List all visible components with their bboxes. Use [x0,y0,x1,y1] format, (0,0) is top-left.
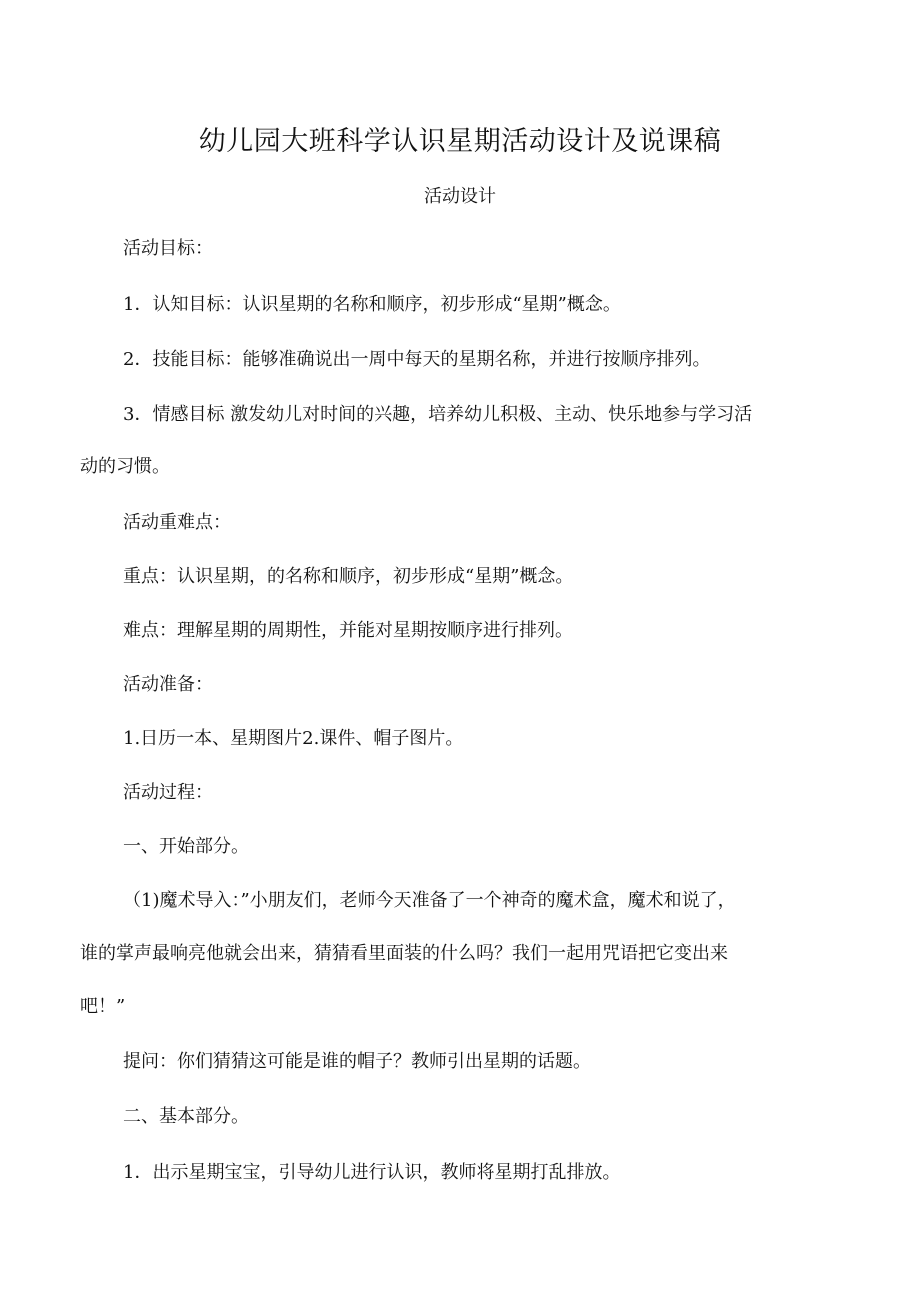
paragraph-goal-3: 3．情感目标 激发幼儿对时间的兴趣，培养幼儿积极、主动、快乐地参与学习活 [123,404,753,425]
paragraph-preparation: 1.日历一本、星期图片2.课件、帽子图片。 [123,728,464,749]
paragraph-goal-2: 2．技能目标：能够准确说出一周中每天的星期名称，并进行按顺序排列。 [123,349,711,370]
paragraph-key-point: 重点：认识星期，的名称和顺序，初步形成“星期”概念。 [123,566,574,587]
section-heading-preparation: 活动准备： [123,674,213,695]
paragraph-magic-intro: （1)魔术导入：”小朋友们，老师今天准备了一个神奇的魔术盒，魔术和说了， [123,890,736,911]
paragraph-question: 提问：你们猜猜这可能是谁的帽子？教师引出星期的话题。 [123,1051,591,1072]
section-heading-key-points: 活动重难点： [123,512,231,533]
paragraph-step-1: 1．出示星期宝宝，引导幼儿进行认识，教师将星期打乱排放。 [123,1162,621,1183]
paragraph-magic-intro-cont-2: 吧！” [80,996,126,1017]
paragraph-magic-intro-cont-1: 谁的掌声最响亮他就会出来，猜猜看里面装的什么吗？我们一起用咒语把它变出来 [80,943,728,964]
section-heading-process: 活动过程： [123,782,213,803]
paragraph-goal-3-cont: 动的习惯。 [80,456,170,477]
section-heading-goals: 活动目标： [123,238,213,259]
document-title: 幼儿园大班科学认识星期活动设计及说课稿 [198,126,722,157]
document-subtitle: 活动设计 [424,186,496,207]
subheading-basic: 二、基本部分。 [123,1106,249,1127]
paragraph-difficult-point: 难点：理解星期的周期性，并能对星期按顺序进行排列。 [123,620,573,641]
paragraph-goal-1: 1．认知目标：认识星期的名称和顺序，初步形成“星期”概念。 [123,294,621,315]
subheading-opening: 一、开始部分。 [123,836,249,857]
